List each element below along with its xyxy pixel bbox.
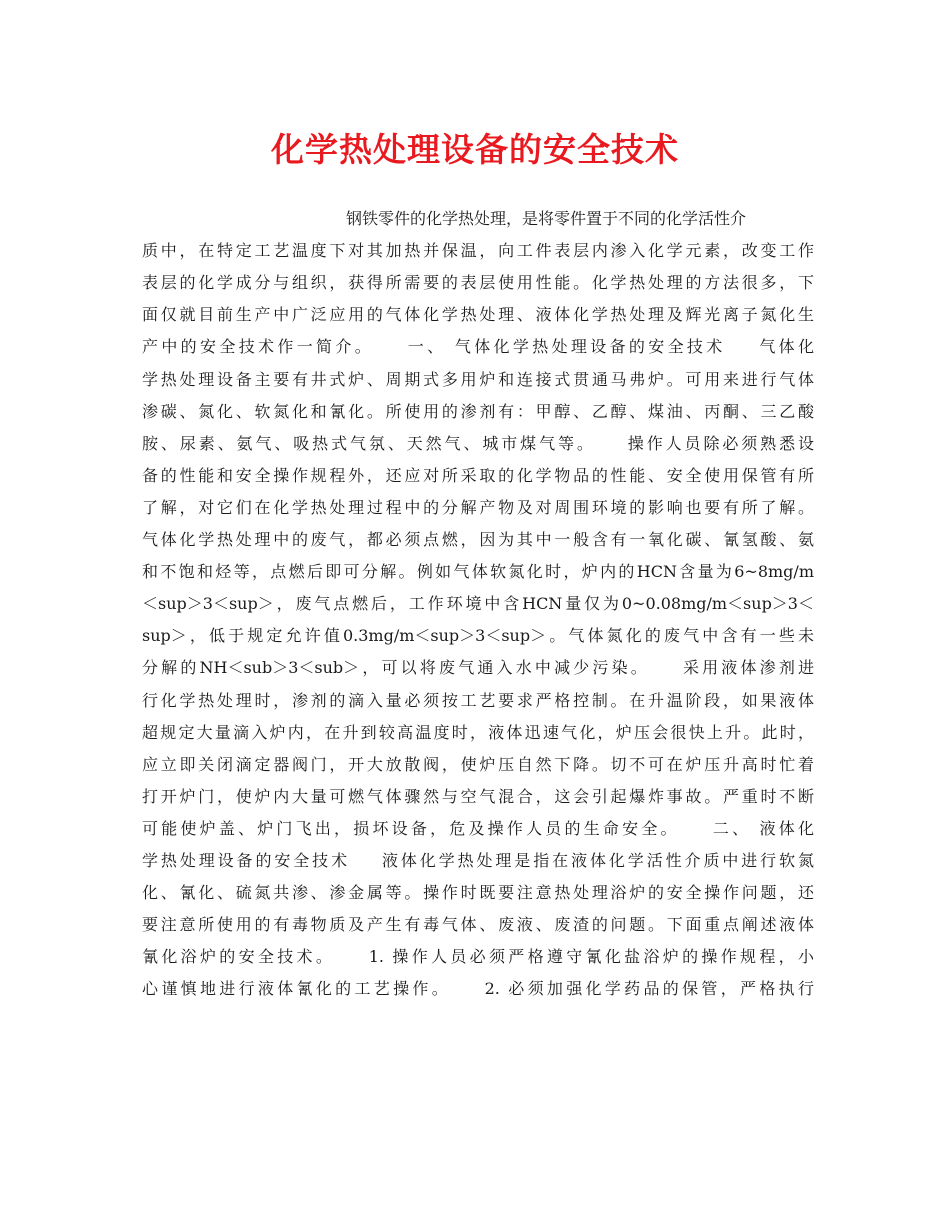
body-line: 学热处理设备的安全技术 液体化学热处理是指在液体化学活性介质中进行软氮 [142,851,814,870]
document-title: 化学热处理设备的安全技术 [271,130,679,169]
body-line: 要注意所使用的有毒物质及产生有毒气体、废液、废渣的问题。下面重点阐述液体 [142,915,814,935]
body-line: ＜sup＞3＜sup＞，废气点燃后，工作环境中含HCN量仅为0~0.08mg/m＜sup＞3＜ [142,594,814,614]
body-line: 渗碳、氮化、软氮化和氰化。所使用的渗剂有：甲醇、乙醇、煤油、丙酮、三乙酸 [142,401,814,421]
body-line: 化、氰化、硫氮共渗、渗金属等。操作时既要注意热处理浴炉的安全操作问题，还 [142,883,814,903]
body-line: 备的性能和安全操作规程外，还应对所采取的化学物品的性能、安全使用保管有所 [142,465,814,485]
body-line: 行化学热处理时，渗剂的滴入量必须按工艺要求严格控制。在升温阶段，如果液体 [142,690,814,710]
body-line: 分解的NH＜sub＞3＜sub＞，可以将废气通入水中减少污染。 采用液体渗剂进 [142,658,814,678]
body-line: 质中，在特定工艺温度下对其加热并保温，向工件表层内渗入化学元素，改变工作 [142,241,814,261]
body-line: 和不饱和烃等，点燃后即可分解。例如气体软氮化时，炉内的HCN含量为6~8mg/m [142,562,814,582]
body-line: 表层的化学成分与组织，获得所需要的表层使用性能。化学热处理的方法很多，下 [142,273,814,293]
body-line: 胺、尿素、氨气、吸热式气氛、天然气、城市煤气等。 操作人员除必须熟悉设 [142,433,814,453]
body-line: 面仅就目前生产中广泛应用的气体化学热处理、液体化学热处理及辉光离子氮化生 [142,305,814,325]
body-line: sup＞，低于规定允许值0.3mg/m＜sup＞3＜sup＞。气体氮化的废气中含有一些未 [142,626,814,646]
body-line: 可能使炉盖、炉门飞出，损坏设备，危及操作人员的生命安全。 二、 液体化 [142,818,814,838]
body-line: 产中的安全技术作一简介。 一、 气体化学热处理设备的安全技术 气体化 [142,337,814,357]
body-line: 学热处理设备主要有井式炉、周期式多用炉和连接式贯通马弗炉。可用来进行气体 [142,369,814,389]
body-line: 心谨慎地进行液体氰化的工艺操作。 2. 必须加强化学药品的保管，严格执行 [142,979,814,999]
body-line: 打开炉门，使炉内大量可燃气体骤然与空气混合，这会引起爆炸事故。严重时不断 [142,786,814,806]
body-line: 氰化浴炉的安全技术。 1. 操作人员必须严格遵守氰化盐浴炉的操作规程，小 [142,947,814,967]
body-line: 钢铁零件的化学热处理，是将零件置于不同的化学活性介 [346,209,747,228]
body-line: 超规定大量滴入炉内，在升到较高温度时，液体迅速气化，炉压会很快上升。此时， [142,722,814,742]
body-line: 了解，对它们在化学热处理过程中的分解产物及对周围环境的影响也要有所了解。 [142,497,814,517]
body-line: 应立即关闭滴定器阀门，开大放散阀，使炉压自然下降。切不可在炉压升高时忙着 [142,754,814,774]
body-line: 气体化学热处理中的废气，都必须点燃，因为其中一般含有一氧化碳、氰氢酸、氨 [142,530,814,549]
